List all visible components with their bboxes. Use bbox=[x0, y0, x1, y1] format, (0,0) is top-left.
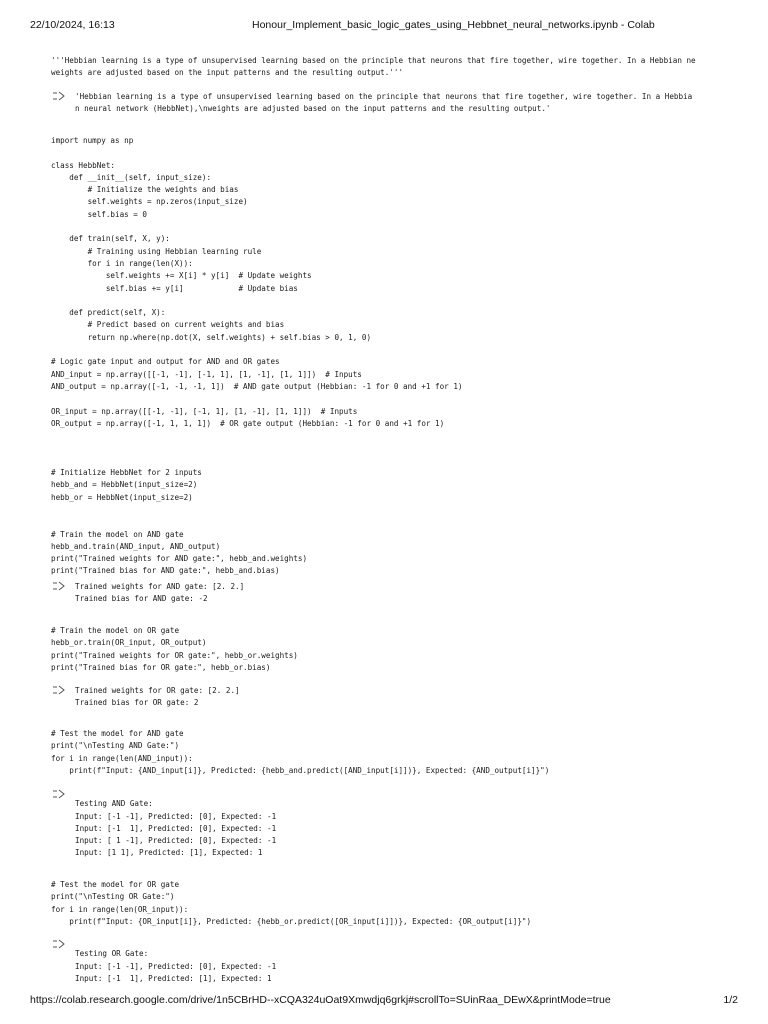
output-toggle-icon-glyph bbox=[52, 939, 66, 949]
output-toggle-icon-glyph bbox=[52, 685, 66, 695]
cell-output: 'Hebbian learning is a type of unsupervised learning based on the principle that neurons that fire together, wire together. In a Hebbia n neural network (HebbNet),\nweights are adjusted based on the input patterns and the resulting output.' bbox=[75, 92, 693, 114]
code-input[interactable]: # Test the model for AND gate print("\nTesting AND Gate:") for i in range(len(AND_input)): print(f"Input: {AND_input[i]}, Predicted: {hebb_and.predict([AND_input[i]])}, Expected: {AND_output[i]}") bbox=[51, 729, 550, 775]
output-toggle-icon-glyph bbox=[52, 91, 66, 101]
code-input[interactable]: '''Hebbian learning is a type of unsupervised learning based on the principle that neurons that fire together, wire together. In a Hebbian ne weights are adjusted based on the input patterns and the resulting output.''' bbox=[51, 56, 696, 78]
code-input[interactable]: import numpy as np class HebbNet: def __init__(self, input_size): # Initialize the weights and bias self.weights = np.zeros(input_size) self.bias = 0 def train(self, X, y): # Training using Hebbian learning rule for i in range(len(X)): self.weights += X[i] * y[i] # Update weights self.bias += y[i] # Update bias def predict(self, X): # Predict based on current weights and bias return np.where(np.dot(X, self.weights) + self.bias > 0, 1, 0) # Logic gate input and output for AND and OR gates AND_input = np.array([[-1, -1], [-1, 1], [1, -1], [1, 1]]) # Inputs AND_output = np.array([-1, -1, -1, 1]) # AND gate output (Hebbian: -1 for 0 and +1 for 1) OR_input = np.array([[-1, -1], [-1, 1], [1, -1], [1, 1]]) # Inputs OR_output = np.array([-1, 1, 1, 1]) # OR gate output (Hebbian: -1 for 0 and +1 for 1) # Initialize HebbNet for 2 inputs hebb_and = HebbNet(input_size=2) hebb_or = HebbNet(input_size=2) # Train the model on AND gate hebb_and.train(AND_input, AND_output) print("Trained weights for AND gate:", hebb_and.weights) print("Trained bias for AND gate:", hebb_and.bias) bbox=[51, 136, 463, 576]
print-datetime: 22/10/2024, 16:13 bbox=[30, 19, 115, 31]
cell-output: Trained weights for AND gate: [2. 2.] Trained bias for AND gate: -2 bbox=[75, 582, 245, 604]
code-input[interactable]: # Test the model for OR gate print("\nTesting OR Gate:") for i in range(len(OR_input)): print(f"Input: {OR_input[i]}, Predicted: {hebb_or.predict([OR_input[i]])}, Expected: {OR_output[i]}") bbox=[51, 880, 532, 926]
output-toggle-icon[interactable] bbox=[52, 90, 66, 102]
code-input[interactable]: # Train the model on OR gate hebb_or.train(OR_input, OR_output) print("Trained weights for OR gate:", hebb_or.weights) print("Trained bias for OR gate:", hebb_or.bias) bbox=[51, 626, 298, 672]
page-number: 1/2 bbox=[723, 994, 738, 1006]
cell-output: Trained weights for OR gate: [2. 2.] Trained bias for OR gate: 2 bbox=[75, 686, 240, 708]
cell-output: Testing OR Gate: Input: [-1 -1], Predicted: [0], Expected: -1 Input: [-1 1], Predicted: [1], Expected: 1 bbox=[75, 949, 277, 983]
output-toggle-icon-glyph bbox=[52, 789, 66, 799]
output-toggle-icon[interactable] bbox=[52, 580, 66, 592]
output-toggle-icon[interactable] bbox=[52, 938, 66, 950]
output-toggle-icon[interactable] bbox=[52, 788, 66, 800]
cell-output: Testing AND Gate: Input: [-1 -1], Predicted: [0], Expected: -1 Input: [-1 1], Predicted: [0], Expected: -1 Input: [ 1 -1], Predicted: [0], Expected: -1 Input: [1 1], Predicted: [1], Expected: 1 bbox=[75, 799, 277, 858]
print-footer bbox=[30, 994, 738, 1008]
output-toggle-icon[interactable] bbox=[52, 684, 66, 696]
notebook-title: Honour_Implement_basic_logic_gates_using_Hebbnet_neural_networks.ipynb - Colab bbox=[252, 19, 655, 31]
page-url: https://colab.research.google.com/drive/1n5CBrHD--xCQA324uOat9Xmwdjq6grkj#scrollTo=SUinRaa_DEwX&printMode=true bbox=[30, 994, 611, 1006]
output-toggle-icon-glyph bbox=[52, 581, 66, 591]
